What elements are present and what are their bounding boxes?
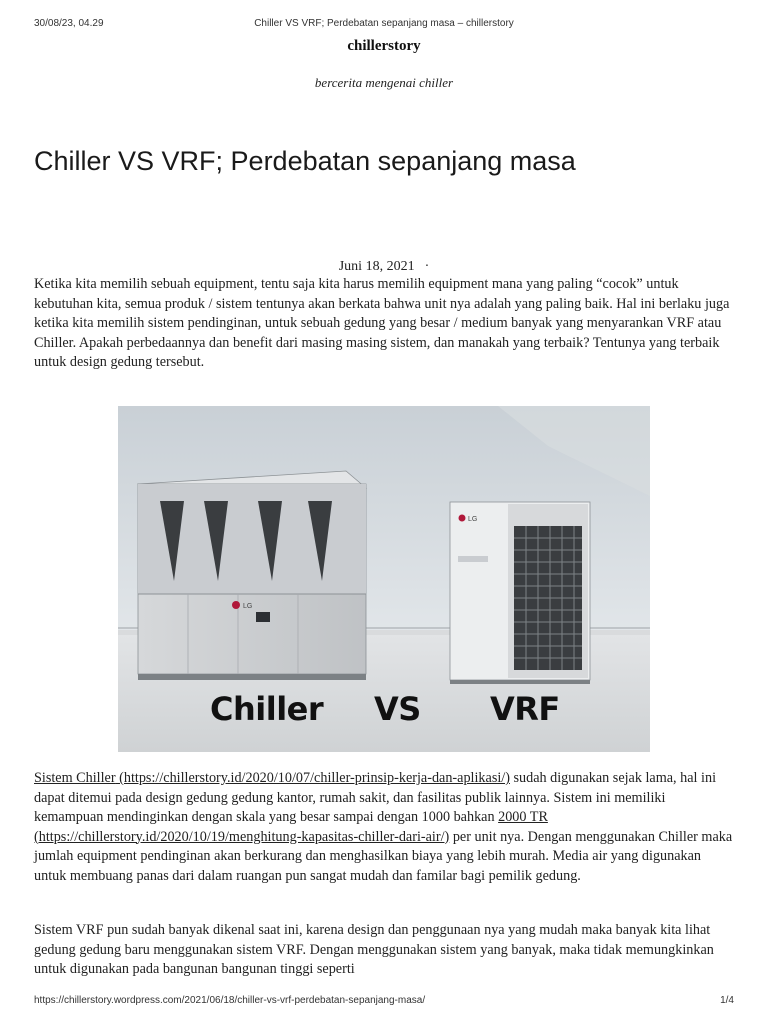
chiller-vs-vrf-image <box>118 406 650 752</box>
page-number: 1/4 <box>720 995 734 1006</box>
print-page-title: Chiller VS VRF; Perdebatan sepanjang masa – chillerstory <box>254 18 514 29</box>
print-date: 30/08/23, 04.29 <box>34 18 104 29</box>
post-meta <box>0 259 768 275</box>
meta-separator: · <box>424 259 430 274</box>
chiller-system-link[interactable]: Sistem Chiller (https://chillerstory.id/2020/10/07/chiller-prinsip-kerja-dan-aplikasi/) <box>34 770 510 786</box>
capacity-link[interactable]: 2000 TR (https://chillerstory.id/2020/10/19/menghitung-kapasitas-chiller-dari-air/) <box>34 809 548 845</box>
svg-text:LG: LG <box>468 516 478 523</box>
image-label-vrf: VRF <box>490 690 560 728</box>
chiller-paragraph-text-1: sudah digunakan sejak lama, hal ini dapat ditemui pada design gedung gedung kantor, rumah sakit, dan fasilitas publik lainnya. Sistem ini memiliki kemampuan mendinginkan dengan skala yang besar sampai dengan 1000 bahkan <box>34 770 717 825</box>
site-tagline: bercerita mengenai chiller <box>314 75 454 90</box>
chiller-paragraph <box>34 769 734 886</box>
print-url: https://chillerstory.wordpress.com/2021/06/18/chiller-vs-vrf-perdebatan-sepanjang-masa/ <box>34 995 426 1006</box>
post-title: Chiller VS VRF; Perdebatan sepanjang masa <box>34 146 576 176</box>
post-date-link[interactable]: Juni 18, 2021 <box>338 259 415 274</box>
image-label-vs: VS <box>374 690 421 728</box>
site-title-link[interactable]: chillerstory <box>347 38 421 54</box>
chiller-unit-graphic <box>138 471 366 680</box>
vrf-paragraph: Sistem VRF pun sudah banyak dikenal saat ini, karena design dan penggunaan nya yang mudah maka banyak kita lihat gedung gedung baru menggunakan sistem VRF. Dengan menggunakan sistem yang banyak, maka tidak memungkinkan untuk digunakan pada bangunan bangunan tinggi seperti <box>34 922 714 977</box>
image-label-chiller: Chiller <box>210 690 324 728</box>
svg-text:LG: LG <box>243 603 253 610</box>
intro-paragraph: Ketika kita memilih sebuah equipment, tentu saja kita harus memilih equipment mana yang paling “cocok” untuk kebutuhan kita, semua produk / sistem tentunya akan berkata bahwa unit nya adalah yang paling baik. Hal ini berlaku juga ketika kita memilih sistem pendinginan, untuk sebuah gedung yang besar / medium banyak yang menyarankan VRF atau Chiller. Apakah perbedaannya dan benefit dari masing masing sistem, dan manakah yang terbaik? Tentunya yang terbaik untuk design gedung tersebut. <box>34 276 730 370</box>
chiller-paragraph-text-2: per unit nya. Dengan menggunakan Chiller maka jumlah equipment pendinginan akan berkurang dan menghasilkan biaya yang lebih murah. Media air yang digunakan untuk membuang panas dari dalam ruangan pun sangat mudah dan familar bagi pemilik gedung. <box>34 828 733 884</box>
vrf-unit-graphic <box>450 502 590 684</box>
